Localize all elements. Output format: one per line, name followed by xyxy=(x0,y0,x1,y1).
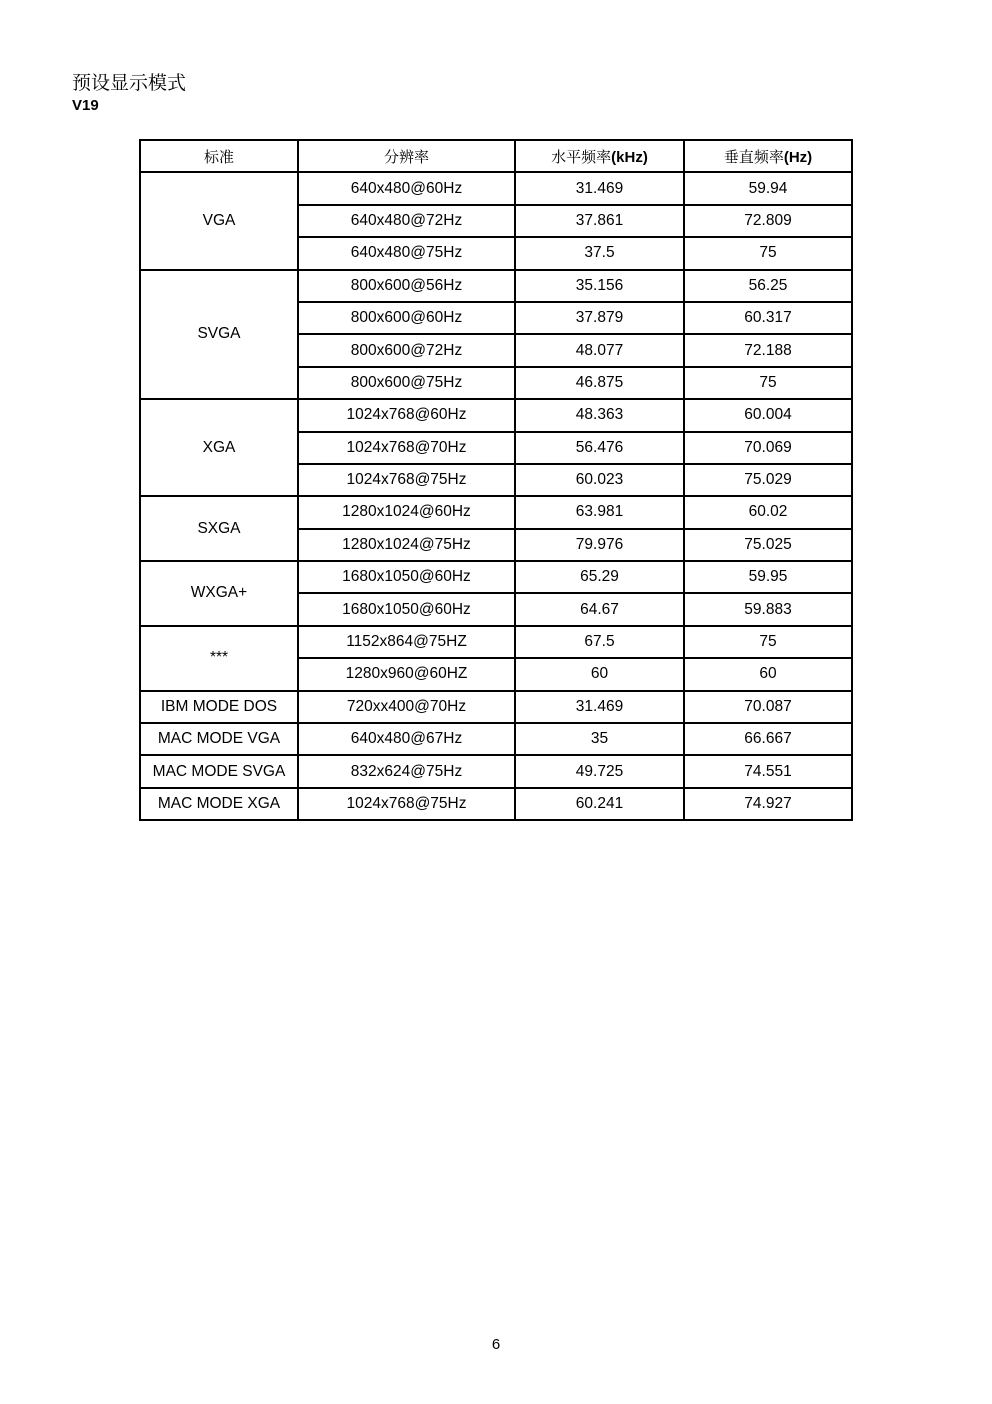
hfreq-cell: 63.981 xyxy=(515,496,684,528)
standard-cell: MAC MODE XGA xyxy=(140,788,298,820)
table-row xyxy=(140,172,852,204)
vfreq-cell: 74.551 xyxy=(684,755,852,787)
table-row xyxy=(140,788,852,820)
vfreq-cell: 75 xyxy=(684,367,852,399)
table-header-row xyxy=(140,140,852,172)
standard-cell: *** xyxy=(140,626,298,691)
hfreq-cell: 60.241 xyxy=(515,788,684,820)
resolution-cell: 720xx400@70Hz xyxy=(298,691,515,723)
standard-cell: WXGA+ xyxy=(140,561,298,626)
hfreq-cell: 60 xyxy=(515,658,684,690)
resolution-cell: 1680x1050@60Hz xyxy=(298,593,515,625)
resolution-cell: 800x600@60Hz xyxy=(298,302,515,334)
page-number: 6 xyxy=(491,1336,501,1353)
table-row xyxy=(140,270,852,302)
hfreq-cell: 37.861 xyxy=(515,205,684,237)
header-hfreq-unit: (kHz) xyxy=(611,148,648,166)
standard-cell: XGA xyxy=(140,399,298,496)
preset-modes-table xyxy=(139,139,853,821)
vfreq-cell: 59.883 xyxy=(684,593,852,625)
standard-cell: MAC MODE VGA xyxy=(140,723,298,755)
table-row xyxy=(140,626,852,658)
hfreq-cell: 56.476 xyxy=(515,432,684,464)
vfreq-cell: 72.809 xyxy=(684,205,852,237)
resolution-cell: 640x480@60Hz xyxy=(298,172,515,204)
resolution-cell: 800x600@75Hz xyxy=(298,367,515,399)
resolution-cell: 1024x768@75Hz xyxy=(298,464,515,496)
standard-cell: SXGA xyxy=(140,496,298,561)
hfreq-cell: 48.077 xyxy=(515,334,684,366)
table-row xyxy=(140,691,852,723)
hfreq-cell: 35 xyxy=(515,723,684,755)
resolution-cell: 1152x864@75HZ xyxy=(298,626,515,658)
vfreq-cell: 75.025 xyxy=(684,529,852,561)
resolution-cell: 1280x960@60HZ xyxy=(298,658,515,690)
vfreq-cell: 60 xyxy=(684,658,852,690)
hfreq-cell: 79.976 xyxy=(515,529,684,561)
resolution-cell: 1280x1024@60Hz xyxy=(298,496,515,528)
hfreq-cell: 31.469 xyxy=(515,691,684,723)
standard-cell: IBM MODE DOS xyxy=(140,691,298,723)
header-vfreq-label: 垂直频率 xyxy=(723,147,784,166)
vfreq-cell: 75 xyxy=(684,626,852,658)
header-standard: 标准 xyxy=(140,140,298,172)
hfreq-cell: 35.156 xyxy=(515,270,684,302)
table-row xyxy=(140,561,852,593)
vfreq-cell: 66.667 xyxy=(684,723,852,755)
hfreq-cell: 48.363 xyxy=(515,399,684,431)
resolution-cell: 1024x768@60Hz xyxy=(298,399,515,431)
resolution-cell: 640x480@72Hz xyxy=(298,205,515,237)
standard-cell: VGA xyxy=(140,172,298,269)
resolution-cell: 640x480@75Hz xyxy=(298,237,515,269)
resolution-cell: 640x480@67Hz xyxy=(298,723,515,755)
table-row xyxy=(140,755,852,787)
resolution-cell: 800x600@72Hz xyxy=(298,334,515,366)
hfreq-cell: 37.5 xyxy=(515,237,684,269)
hfreq-cell: 31.469 xyxy=(515,172,684,204)
vfreq-cell: 74.927 xyxy=(684,788,852,820)
vfreq-cell: 75.029 xyxy=(684,464,852,496)
header-hfreq-label: 水平频率 xyxy=(551,147,612,166)
vfreq-cell: 56.25 xyxy=(684,270,852,302)
vfreq-cell: 72.188 xyxy=(684,334,852,366)
hfreq-cell: 67.5 xyxy=(515,626,684,658)
header-vfreq-unit: (Hz) xyxy=(783,148,813,166)
vfreq-cell: 70.087 xyxy=(684,691,852,723)
resolution-cell: 1024x768@75Hz xyxy=(298,788,515,820)
header-vertical-frequency xyxy=(684,140,852,172)
resolution-cell: 1280x1024@75Hz xyxy=(298,529,515,561)
resolution-cell: 1024x768@70Hz xyxy=(298,432,515,464)
hfreq-cell: 64.67 xyxy=(515,593,684,625)
resolution-cell: 832x624@75Hz xyxy=(298,755,515,787)
header-horizontal-frequency xyxy=(515,140,684,172)
hfreq-cell: 46.875 xyxy=(515,367,684,399)
vfreq-cell: 59.95 xyxy=(684,561,852,593)
vfreq-cell: 59.94 xyxy=(684,172,852,204)
standard-cell: MAC MODE SVGA xyxy=(140,755,298,787)
vfreq-cell: 60.004 xyxy=(684,399,852,431)
resolution-cell: 1680x1050@60Hz xyxy=(298,561,515,593)
model-name: V19 xyxy=(72,97,99,114)
standard-cell: SVGA xyxy=(140,270,298,400)
resolution-cell: 800x600@56Hz xyxy=(298,270,515,302)
vfreq-cell: 60.02 xyxy=(684,496,852,528)
page-title: 预设显示模式 xyxy=(72,72,187,94)
table-row xyxy=(140,723,852,755)
hfreq-cell: 49.725 xyxy=(515,755,684,787)
table-row xyxy=(140,496,852,528)
hfreq-cell: 65.29 xyxy=(515,561,684,593)
vfreq-cell: 70.069 xyxy=(684,432,852,464)
vfreq-cell: 75 xyxy=(684,237,852,269)
header-resolution: 分辨率 xyxy=(298,140,515,172)
hfreq-cell: 37.879 xyxy=(515,302,684,334)
table-row xyxy=(140,399,852,431)
vfreq-cell: 60.317 xyxy=(684,302,852,334)
hfreq-cell: 60.023 xyxy=(515,464,684,496)
